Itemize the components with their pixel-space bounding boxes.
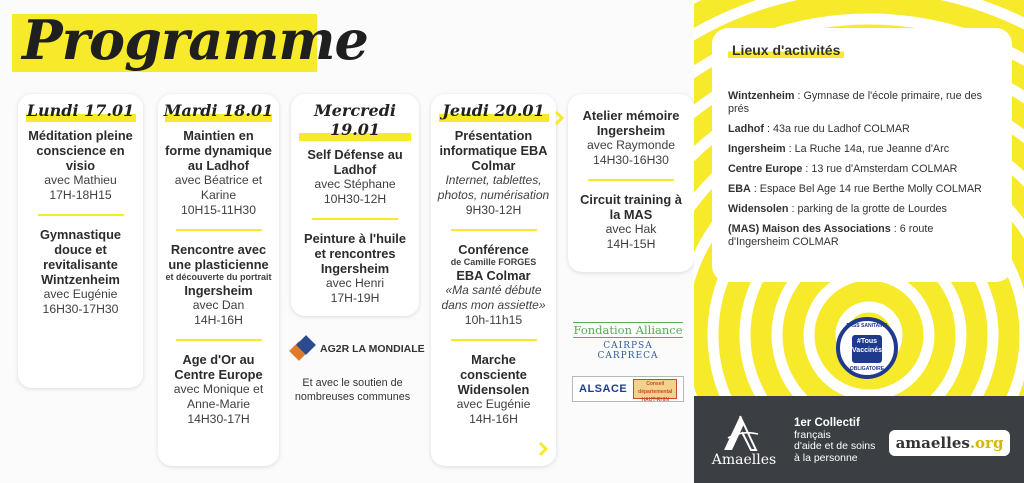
alsace-name: ALSACE [579, 383, 628, 395]
support-text: Et avec le soutien de nombreuses communes [294, 377, 411, 403]
fondation-sub: CAIRPSA CARPRECA [597, 341, 659, 361]
day-column-monday [18, 94, 143, 388]
activity-detail: Internet, tablettes, photos, numérisation [437, 173, 550, 202]
activity-title: Maintien en forme dynamique au Ladhof [165, 128, 272, 173]
badge-center: #Tous Vaccinés [852, 335, 882, 363]
activity-title: Atelier mémoire Ingersheim [582, 108, 680, 138]
locations-title: Lieux d'activités [728, 42, 844, 58]
activity-info: 14H-15H [606, 237, 656, 251]
activity [18, 128, 143, 203]
activity-info: 14H30-16H30 [593, 153, 669, 167]
activity [18, 227, 143, 317]
location-address: : Gymnase de l'école primaire, rue des prés [728, 90, 982, 115]
ag2r-mark-icon [292, 338, 314, 360]
activity-info: 9H30-12H [465, 203, 522, 217]
locations-card [712, 28, 1012, 282]
activity-info: avec Dan [192, 298, 245, 312]
location-item [728, 163, 996, 176]
fondation-alliance-logo [573, 322, 683, 361]
day-heading: Lundi 17.01 [26, 101, 135, 120]
badge-top: PASS SANITAIRE [846, 323, 888, 329]
activity-separator [312, 218, 398, 220]
activity-title: Circuit training à la MAS [580, 192, 682, 222]
location-name: Ladhof [728, 123, 764, 135]
location-item [728, 90, 996, 116]
activity-info: 16H30-17H30 [42, 302, 119, 316]
activity [158, 242, 279, 328]
location-address: : La Ruche 14a, rue Jeanne d'Arc [785, 143, 950, 155]
activity-info: avec Mathieu [44, 173, 117, 187]
activity-info: avec Hak [605, 222, 657, 236]
location-name: Ingersheim [728, 143, 786, 155]
activity-info: avec Eugénie [43, 287, 118, 301]
activity-info: avec Eugénie [456, 397, 531, 411]
activity-title: EBA Colmar [456, 268, 531, 283]
day-column-thursday-continued [568, 94, 694, 272]
website-ext: .org [969, 434, 1004, 452]
activity-title: Rencontre avec une plasticienne [168, 242, 269, 272]
location-address: : 13 rue d'Amsterdam COLMAR [802, 163, 958, 175]
location-address: : Espace Bel Age 14 rue Berthe Molly COLMAR [750, 183, 982, 195]
location-name: Centre Europe [728, 163, 803, 175]
brand-name: Amaelles [711, 452, 777, 468]
day-column-wednesday [291, 94, 419, 316]
website-main: amaelles [895, 434, 970, 452]
activity-info: avec Henri [325, 276, 385, 290]
activity [158, 352, 279, 427]
activity [431, 352, 556, 427]
activity-info: avec Monique et Anne-Marie [173, 382, 264, 411]
activity-separator [38, 214, 124, 216]
activity-info: 14H-16H [194, 313, 243, 327]
activity-separator [176, 229, 262, 231]
activity [291, 231, 419, 306]
page-title: Programme [22, 8, 368, 72]
activity-info: 14H-16H [469, 412, 518, 426]
ag2r-logo [292, 338, 425, 360]
haut-rhin-emblem: Conseil départemental HAUT-RHIN [633, 379, 677, 399]
fondation-name: Fondation Alliance [573, 323, 683, 337]
activity-title: Méditation pleine conscience en visio [28, 128, 133, 173]
activity-title: Ingersheim [184, 283, 253, 298]
day-heading: Mardi 18.01 [163, 101, 274, 120]
collectif-text [794, 418, 875, 464]
location-item [728, 183, 996, 196]
collectif-line-3: d'aide et de soins [794, 440, 876, 452]
activity-separator [451, 229, 537, 231]
location-name: (MAS) Maison des Associations [728, 223, 891, 235]
location-item [728, 143, 996, 156]
activity-title: Conférence [458, 242, 529, 257]
alsace-logo [572, 376, 684, 402]
activity-subtitle: de Camille FORGES [450, 257, 537, 267]
collectif-line-4: à la personne [794, 451, 858, 464]
footer-bar [694, 396, 1024, 483]
activity-subtitle: et découverte du portrait [165, 272, 272, 282]
day-heading: Mercredi 19.01 [314, 101, 396, 139]
location-item [728, 203, 996, 216]
activity [568, 108, 694, 168]
location-name: Widensolen [728, 203, 789, 215]
location-item [728, 223, 996, 249]
activity-title: Présentation informatique EBA Colmar [439, 128, 548, 173]
activity-title: Marche consciente Widensolen [457, 352, 530, 397]
locations-list [728, 90, 996, 249]
activity-info: 10H15-11H30 [181, 203, 256, 217]
activity-info: 17H-19H [330, 291, 380, 305]
amaelles-logo-icon [718, 412, 762, 452]
activity-separator [451, 339, 537, 341]
activity [568, 192, 694, 252]
day-column-thursday [431, 94, 556, 466]
activity [431, 128, 556, 218]
activity-separator [176, 339, 262, 341]
location-address: : 43a rue du Ladhof COLMAR [763, 123, 910, 135]
activity [291, 147, 419, 207]
activity [158, 128, 279, 218]
activity-separator [588, 179, 674, 181]
activity-title: Self Défense au Ladhof [307, 147, 403, 177]
activity-info: avec Béatrice et Karine [174, 173, 263, 202]
activity-title: Age d'Or au Centre Europe [174, 352, 263, 382]
activity [431, 242, 556, 328]
location-name: Wintzenheim [728, 90, 795, 102]
activity-title: Peinture à l'huile et rencontres Ingersheim [304, 231, 406, 276]
activity-info: 14H30-17H [187, 412, 250, 426]
location-name: EBA [728, 183, 751, 195]
day-column-tuesday [158, 94, 279, 466]
activity-title: Gymnastique douce et revitalisante Wintzenheim [39, 227, 122, 287]
activity-info: 17H-18H15 [49, 188, 112, 202]
location-item [728, 123, 996, 136]
activity-info: avec Stéphane [314, 177, 396, 191]
collectif-line-2: français [794, 428, 831, 441]
pass-sanitaire-badge [836, 317, 898, 379]
activity-info: 10h-11h15 [464, 313, 523, 327]
activity-detail: «Ma santé débute dans mon assiette» [441, 283, 546, 312]
location-address: : 6 route d'Ingersheim COLMAR [728, 223, 934, 248]
activity-info: avec Raymonde [586, 138, 676, 152]
website-link[interactable] [889, 430, 1010, 456]
activity-info: 10H30-12H [323, 192, 387, 206]
day-heading: Jeudi 20.01 [442, 101, 545, 120]
ag2r-name: AG2R LA MONDIALE [320, 343, 425, 355]
badge-bottom: OBLIGATOIRE [849, 366, 885, 372]
collectif-line-1: 1er Collectif [794, 417, 860, 429]
location-address: : parking de la grotte de Lourdes [788, 203, 947, 215]
